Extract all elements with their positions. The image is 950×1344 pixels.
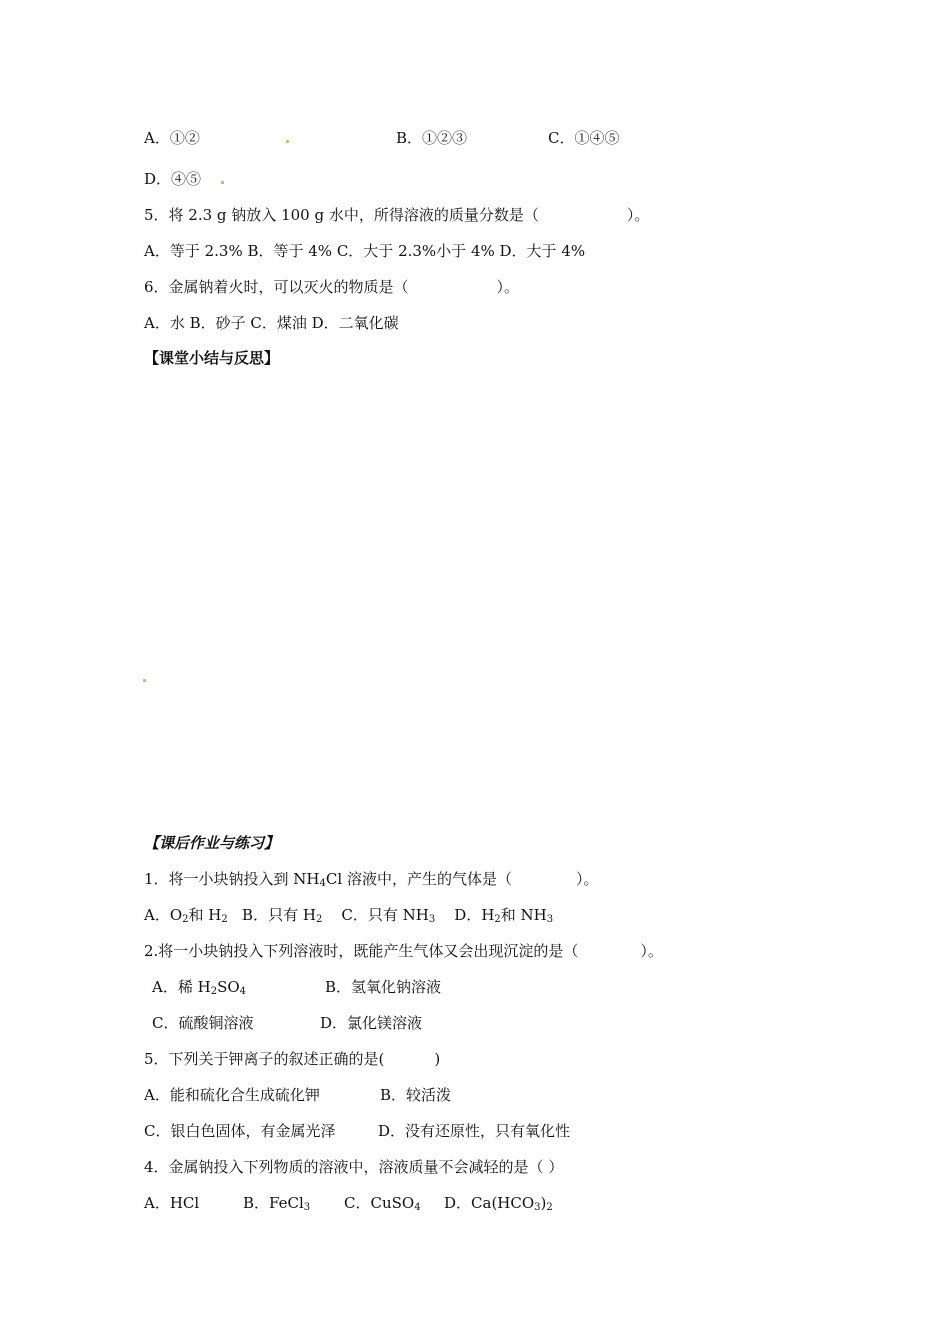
h4-stem: 4．金属钠投入下列物质的溶液中，溶液质量不会减轻的是（ ） <box>144 1158 564 1176</box>
h4-opt-d-sub1: 3 <box>534 1202 541 1213</box>
h2-stem <box>144 941 663 961</box>
h4-option-b <box>243 1193 310 1213</box>
h1-stem <box>144 869 598 889</box>
h1-opt-d: D．H <box>435 906 495 924</box>
h1-opt-d-sub1: 2 <box>494 914 501 925</box>
q4-option-b: B．①②③ <box>396 129 468 147</box>
h2-option-c: C．硫酸铜溶液 <box>152 1014 254 1032</box>
summary-heading: 【课堂小结与反思】 <box>144 349 280 367</box>
h1-opt-a-mid: 和 H <box>188 906 222 924</box>
q6-stem <box>144 277 519 297</box>
h4-opt-b-sub: 3 <box>303 1202 311 1213</box>
h1-opt-d-sub2: 3 <box>546 914 554 925</box>
h1-opt-c: C．只有 NH <box>322 906 429 924</box>
h1-opt-a-sub1: 2 <box>182 914 189 925</box>
h1-opt-a-sub2: 2 <box>221 914 228 925</box>
h2-stem-close: ）。 <box>640 942 663 960</box>
artifact-dot <box>221 181 224 184</box>
h1-stem-close: ）。 <box>575 870 599 888</box>
h2-opt-a-pre: A．稀 H <box>152 978 211 996</box>
h1-stem-a: 1．将一小块钠投入到 NH <box>144 870 320 888</box>
h2-opt-a-mid: SO <box>217 978 240 996</box>
h4-opt-b-pre: B．FeCl <box>243 1194 304 1212</box>
h4-option-a: A．HCl <box>144 1194 200 1212</box>
q5-stem-close: ）。 <box>626 206 650 224</box>
h5-option-d: D．没有还原性，只有氧化性 <box>378 1122 571 1140</box>
h1-opt-c-sub: 3 <box>428 914 436 925</box>
h4-option-c <box>344 1193 421 1213</box>
q4-option-a: A．①② <box>144 129 200 147</box>
h1-stem-b: Cl 溶液中，产生的气体是（ <box>325 870 512 888</box>
h2-stem-text: 2.将一小块钠投入下列溶液时，既能产生气体又会出现沉淀的是（ <box>144 942 579 960</box>
h4-opt-d-sub2: 2 <box>546 1202 553 1213</box>
h5-stem-text: 5．下列关于钾离子的叙述正确的是( <box>144 1050 385 1068</box>
h5-stem-close: ) <box>434 1050 441 1068</box>
h1-stem-sub: 4 <box>319 878 326 889</box>
q4-option-c: C．①④⑤ <box>548 129 620 147</box>
artifact-dot <box>143 679 146 682</box>
h4-opt-c-sub: 4 <box>414 1202 421 1213</box>
h2-option-d: D．氯化镁溶液 <box>320 1014 423 1032</box>
q6-options: A．水 B．砂子 C．煤油 D．二氧化碳 <box>144 314 399 332</box>
h2-option-b: B．氢氧化钠溶液 <box>325 978 442 996</box>
h4-option-d <box>444 1193 553 1213</box>
h2-opt-a-sub2: 4 <box>239 986 247 997</box>
h5-option-a: A．能和硫化合生成硫化钾 <box>144 1086 320 1104</box>
h2-option-a <box>152 977 246 997</box>
h2-opt-a-sub1: 2 <box>210 986 218 997</box>
h1-opt-b-sub: 2 <box>315 914 323 925</box>
h5-option-c: C．银白色固体，有金属光泽 <box>144 1122 336 1140</box>
h4-opt-d-pre: D．Ca(HCO <box>444 1194 535 1212</box>
h4-opt-c-pre: C．CuSO <box>344 1194 415 1212</box>
q4-option-d: D．④⑤ <box>144 170 202 188</box>
q6-stem-text: 6．金属钠着火时，可以灭火的物质是（ <box>144 278 409 296</box>
homework-heading: 【课后作业与练习】 <box>144 834 280 852</box>
h1-opt-b: B．只有 H <box>227 906 316 924</box>
h1-opt-a: A．O <box>144 906 183 924</box>
q6-stem-close: ）。 <box>496 278 520 296</box>
artifact-dot <box>286 140 289 143</box>
h5-option-b: B．较活泼 <box>380 1086 452 1104</box>
h1-options <box>144 905 553 925</box>
h1-opt-d-mid: 和 NH <box>500 906 547 924</box>
h5-stem <box>144 1049 440 1069</box>
h4-opt-d-mid: ) <box>540 1194 547 1212</box>
q5-options: A．等于 2.3% B．等于 4% C．大于 2.3%小于 4% D．大于 4% <box>144 242 586 260</box>
q5-stem-text: 5．将 2.3 g 钠放入 100 g 水中，所得溶液的质量分数是（ <box>144 206 539 224</box>
q5-stem <box>144 205 649 225</box>
